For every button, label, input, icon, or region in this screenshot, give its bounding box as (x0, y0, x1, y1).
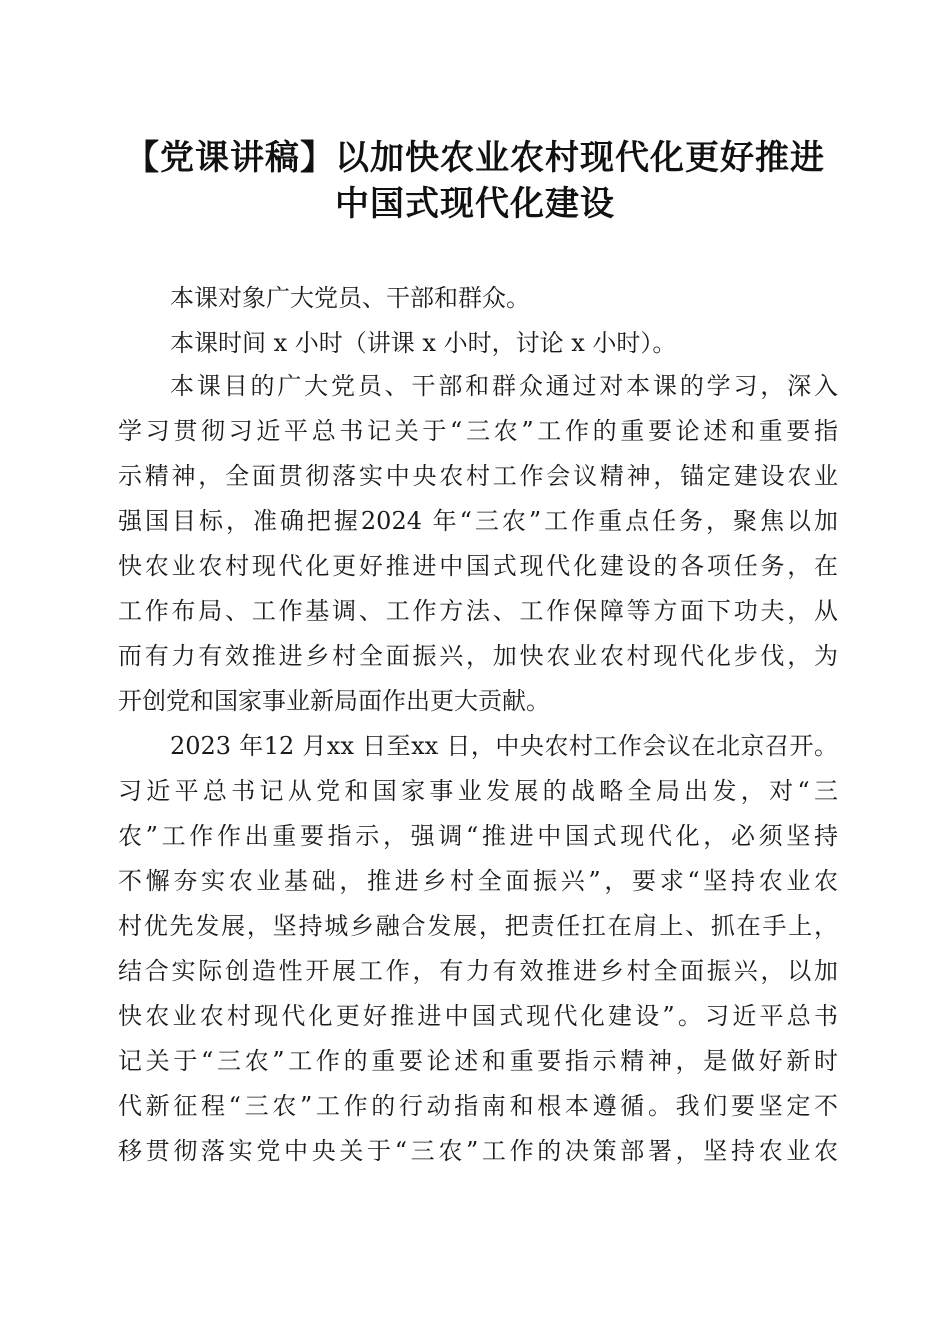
text-line-duration: 本课时间 x 小时（讲课 x 小时，讨论 x 小时）。 (170, 329, 677, 357)
text-line: 而有力有效推进乡村全面振兴，加快农业农村现代化步伐，为 (118, 642, 838, 670)
text-line-audience: 本课对象广大党员、干部和群众。 (170, 284, 530, 312)
text-line: 代新征程“三农”工作的行动指南和根本遵循。我们要坚定不 (118, 1092, 838, 1120)
text-line: 强国目标，准确把握2024 年“三农”工作重点任务，聚焦以加 (118, 507, 838, 535)
text-line: 农”工作作出重要指示，强调“推进中国式现代化，必须坚持 (118, 822, 838, 850)
text-line: 移贯彻落实党中央关于“三农”工作的决策部署，坚持农业农 (118, 1137, 838, 1165)
text-line: 结合实际创造性开展工作，有力有效推进乡村全面振兴，以加 (118, 957, 838, 985)
text-line: 示精神，全面贯彻落实中央农村工作会议精神，锚定建设农业 (118, 462, 838, 490)
document-title-line-1: 【党课讲稿】以加快农业农村现代化更好推进 (125, 138, 825, 178)
text-line: 开创党和国家事业新局面作出更大贡献。 (118, 687, 550, 715)
text-line: 本课目的广大党员、干部和群众通过对本课的学习，深入 (170, 372, 838, 400)
text-line: 快农业农村现代化更好推进中国式现代化建设的各项任务，在 (118, 552, 838, 580)
text-line: 2023 年12 月xx 日至xx 日，中央农村工作会议在北京召开。 (170, 732, 838, 760)
text-line: 学习贯彻习近平总书记关于“三农”工作的重要论述和重要指 (118, 417, 838, 445)
text-line: 快农业农村现代化更好推进中国式现代化建设”。习近平总书 (118, 1002, 838, 1030)
text-line: 工作布局、工作基调、工作方法、工作保障等方面下功夫，从 (118, 597, 838, 625)
text-line: 习近平总书记从党和国家事业发展的战略全局出发，对“三 (118, 777, 838, 805)
text-line: 村优先发展，坚持城乡融合发展，把责任扛在肩上、抓在手上， (118, 912, 838, 940)
text-line: 记关于“三农”工作的重要论述和重要指示精神，是做好新时 (118, 1047, 838, 1075)
document-title-line-2: 中国式现代化建设 (335, 184, 615, 224)
text-line: 不懈夯实农业基础，推进乡村全面振兴”，要求“坚持农业农 (118, 867, 838, 895)
